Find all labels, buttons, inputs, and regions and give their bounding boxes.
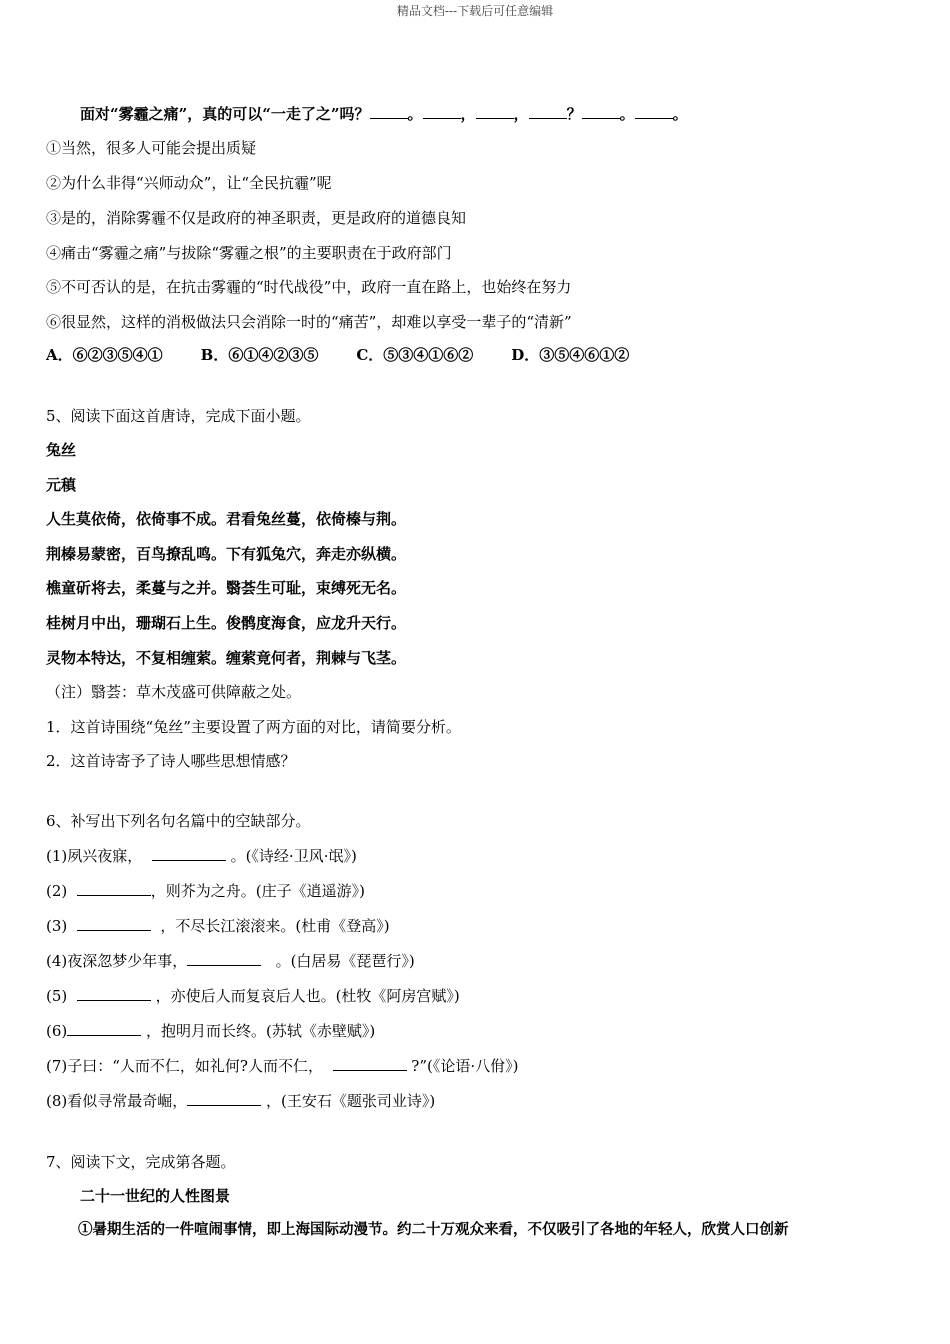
poem-note: （注）翳荟：草木茂盛可供障蔽之处。 — [46, 683, 302, 701]
poem-line-3: 樵童斫将去，柔蔓与之并。翳荟生可耻，束缚死无名。 — [46, 579, 407, 597]
blank — [529, 104, 567, 119]
q6-item-prefix: (6) — [46, 1022, 68, 1040]
q6-item — [46, 951, 415, 971]
option-a[interactable]: A．⑥②③⑤④① — [46, 346, 163, 364]
q6-item-suffix: ，亦使后人而复哀后人也。(杜牧《阿房宫赋》) — [155, 987, 460, 1005]
q4-item-3: ③是的，消除雾霾不仅是政府的神圣职责，更是政府的道德良知 — [46, 209, 467, 227]
q6-item-suffix: 。(白居易《琵琶行》) — [275, 952, 415, 970]
option-d[interactable]: D．③⑤④⑥①② — [511, 346, 630, 364]
q6-item-prefix: (7)子曰：“人而不仁，如礼何?人而不仁， — [46, 1057, 323, 1075]
q5-sub-2: 2．这首诗寄予了诗人哪些思想情感？ — [46, 752, 296, 770]
q6-item-suffix: ，则芥为之舟。(庄子《逍遥游》) — [150, 882, 366, 900]
q4-stem-prefix: 面对“雾霾之痛”，真的可以“一走了之”吗？ — [80, 105, 370, 123]
article-title: 二十一世纪的人性图景 — [80, 1187, 231, 1205]
punct: 。 — [619, 105, 635, 123]
punct: ， — [513, 105, 529, 123]
fill-blank[interactable] — [67, 1021, 141, 1036]
q6-item-suffix: ，抱明月而长终。(苏轼《赤壁赋》) — [146, 1022, 376, 1040]
fill-blank[interactable] — [333, 1056, 407, 1071]
fill-blank[interactable] — [77, 916, 151, 931]
poem-line-5: 灵物本特达，不复相缠萦。缠萦竟何者，荆棘与飞茎。 — [46, 649, 407, 667]
poem-author: 元稹 — [46, 476, 77, 494]
fill-blank[interactable] — [187, 1091, 261, 1106]
blank — [423, 104, 461, 119]
blank — [370, 104, 408, 119]
q5-sub-1: 1．这首诗围绕“兔丝”主要设置了两方面的对比，请简要分析。 — [46, 718, 461, 736]
fill-blank[interactable] — [152, 846, 226, 861]
q6-item-suffix: ，不尽长江滚滚来。(杜甫《登高》) — [160, 917, 390, 935]
q4-item-6: ⑥很显然，这样的消极做法只会消除一时的“痛苦”，却难以享受一辈子的“清新” — [46, 313, 572, 331]
q6-item — [46, 1091, 435, 1111]
q6-item-prefix: (4)夜深忽梦少年事， — [46, 952, 188, 970]
q4-options — [46, 345, 667, 365]
punct: ， — [460, 105, 476, 123]
punct: 。 — [672, 105, 688, 123]
blank — [582, 104, 620, 119]
poem-line-4: 桂树月中出，珊瑚石上生。俊鹘度海食，应龙升天行。 — [46, 614, 407, 632]
poem-line-2: 荆榛易蒙密，百鸟撩乱鸣。下有狐兔穴，奔走亦纵横。 — [46, 545, 407, 563]
option-c[interactable]: C．⑤③④①⑥② — [356, 346, 474, 364]
poem-title: 兔丝 — [46, 441, 77, 459]
q4-item-4: ④痛击“雾霾之痛”与拔除“雾霾之根”的主要职责在于政府部门 — [46, 244, 452, 262]
punct: 。 — [407, 105, 423, 123]
fill-blank[interactable] — [187, 951, 261, 966]
q4-item-2: ②为什么非得“兴师动众”，让“全民抗霾”呢 — [46, 174, 332, 192]
q4-item-1: ①当然，很多人可能会提出质疑 — [46, 139, 257, 157]
punct: ？ — [566, 105, 582, 123]
q6-item — [46, 1021, 375, 1041]
blank — [476, 104, 514, 119]
q4-stem — [80, 104, 688, 124]
q5-title: 5、阅读下面这首唐诗，完成下面小题。 — [46, 407, 311, 425]
poem-line-1: 人生莫依倚，依倚事不成。君看兔丝蔓，依倚榛与荆。 — [46, 510, 407, 528]
option-b[interactable]: B．⑥①④②③⑤ — [200, 346, 319, 364]
page-header: 精品文档---下载后可任意编辑 — [396, 4, 554, 18]
q4-item-5: ⑤不可否认的是，在抗击雾霾的“时代战役”中，政府一直在路上，也始终在努力 — [46, 278, 572, 296]
q6-title: 6、补写出下列名句名篇中的空缺部分。 — [46, 812, 311, 830]
q6-item — [46, 846, 357, 866]
fill-blank[interactable] — [77, 986, 151, 1001]
q6-item — [46, 986, 460, 1006]
q6-item — [46, 916, 390, 936]
article-paragraph-1: ①暑期生活的一件喧闹事情，即上海国际动漫节。约二十万观众来看，不仅吸引了各地的年轻人，欣赏人口创新 — [78, 1221, 789, 1238]
q6-item-prefix: (2) — [46, 882, 73, 900]
q6-item-suffix: ，(王安石《题张司业诗》) — [266, 1092, 436, 1110]
q7-title: 7、阅读下文，完成第各题。 — [46, 1153, 236, 1171]
blank — [635, 104, 673, 119]
q6-item-prefix: (5) — [46, 987, 73, 1005]
q6-item-prefix: (3) — [46, 917, 73, 935]
q6-item-prefix: (8)看似寻常最奇崛， — [46, 1092, 188, 1110]
q6-item — [46, 1056, 518, 1076]
q6-item-suffix: 。(《诗经·卫风·氓》) — [230, 847, 357, 865]
fill-blank[interactable] — [77, 881, 151, 896]
q6-item-prefix: (1)夙兴夜寐， — [46, 847, 143, 865]
q6-item-suffix: ?”(《论语·八佾》) — [411, 1057, 519, 1075]
q6-item — [46, 881, 365, 901]
